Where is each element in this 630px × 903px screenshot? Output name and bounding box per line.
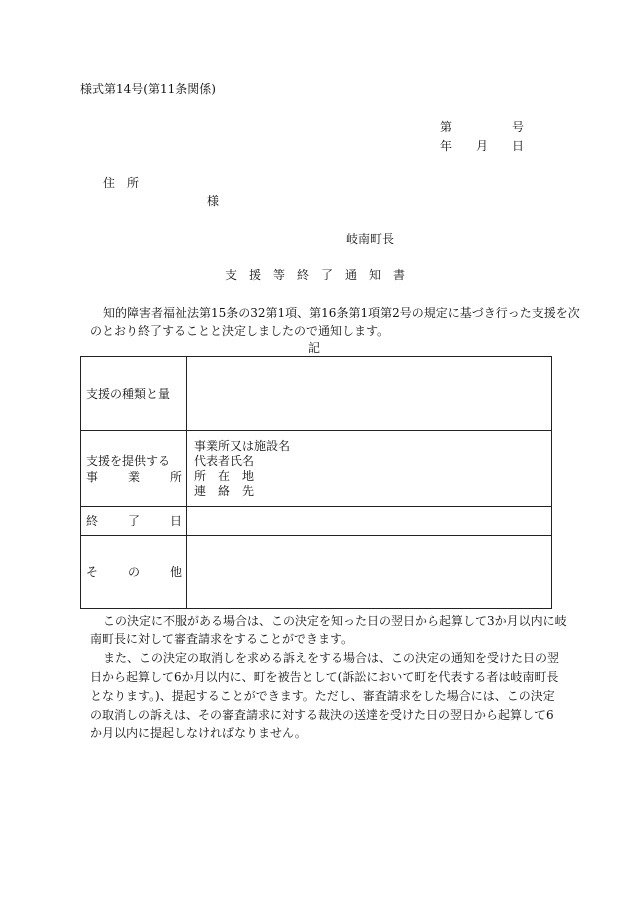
label-provider — [81, 431, 187, 507]
date-month: 月 — [476, 139, 489, 153]
note-1-line-2: 南町長に対して審査請求をすることができます。 — [90, 632, 354, 646]
provider-representative-label: 代表者氏名 — [194, 453, 255, 468]
intro-line-1: 知的障害者福祉法第15条の32第1項、第16条第1項第2号の規定に基づき行った支援を次 — [103, 306, 580, 320]
date-day: 日 — [512, 139, 525, 153]
number-prefix: 第 — [440, 120, 453, 134]
record-table — [80, 356, 552, 609]
value-other — [187, 536, 552, 609]
label-support-type-text: 支援の種類と量 — [86, 386, 171, 401]
form-id: 様式第14号(第11条関係) — [80, 82, 216, 96]
value-provider — [187, 431, 552, 507]
provider-facility-name-label: 事業所又は施設名 — [194, 438, 291, 453]
note-1-line-1: この決定に不服がある場合は、この決定を知った日の翌日から起算して3か月以内に岐 — [103, 614, 567, 628]
label-provider-line-1: 支援を提供する — [86, 453, 171, 468]
label-support-type — [81, 357, 187, 431]
table-row-support-type — [81, 357, 552, 431]
sender-name: 岐南町長 — [346, 232, 395, 246]
table-row-end-date — [81, 507, 552, 536]
label-other: そ の 他 — [81, 536, 187, 609]
table-row-other — [81, 536, 552, 609]
note-2-line-1: また、この決定の取消しを求める訴えをする場合は、この決定の通知を受けた日の翌 — [103, 651, 560, 665]
note-2-line-5: か月以内に提起しなければなりません。 — [90, 726, 307, 740]
value-support-type — [187, 357, 552, 431]
table-row-provider — [81, 431, 552, 507]
address-label: 住 所 — [103, 176, 140, 190]
note-2-line-2: 日から起算して6か月以内に、町を被告として(訴訟において町を代表する者は岐南町長 — [90, 670, 559, 684]
ki-marker: 記 — [308, 341, 321, 355]
provider-address-label: 所 在 地 — [194, 468, 255, 483]
date-year: 年 — [440, 139, 453, 153]
number-suffix: 号 — [512, 120, 525, 134]
note-2-line-4: の取消しの訴えは、その審査請求に対する裁決の送達を受けた日の翌日から起算して6 — [90, 708, 554, 722]
label-provider-line-2: 事 業 所 — [86, 469, 182, 484]
document-title: 支援等終了通知書 — [225, 268, 418, 282]
recipient-honorific: 様 — [207, 194, 220, 208]
note-2-line-3: となります。)、提起することができます。ただし、審査請求をした場合には、この決定 — [90, 689, 555, 703]
intro-line-2: のとおり終了することと決定しましたので通知します。 — [90, 324, 390, 338]
value-end-date — [187, 507, 552, 536]
label-end-date: 終 了 日 — [81, 507, 187, 536]
provider-contact-label: 連 絡 先 — [194, 483, 255, 498]
